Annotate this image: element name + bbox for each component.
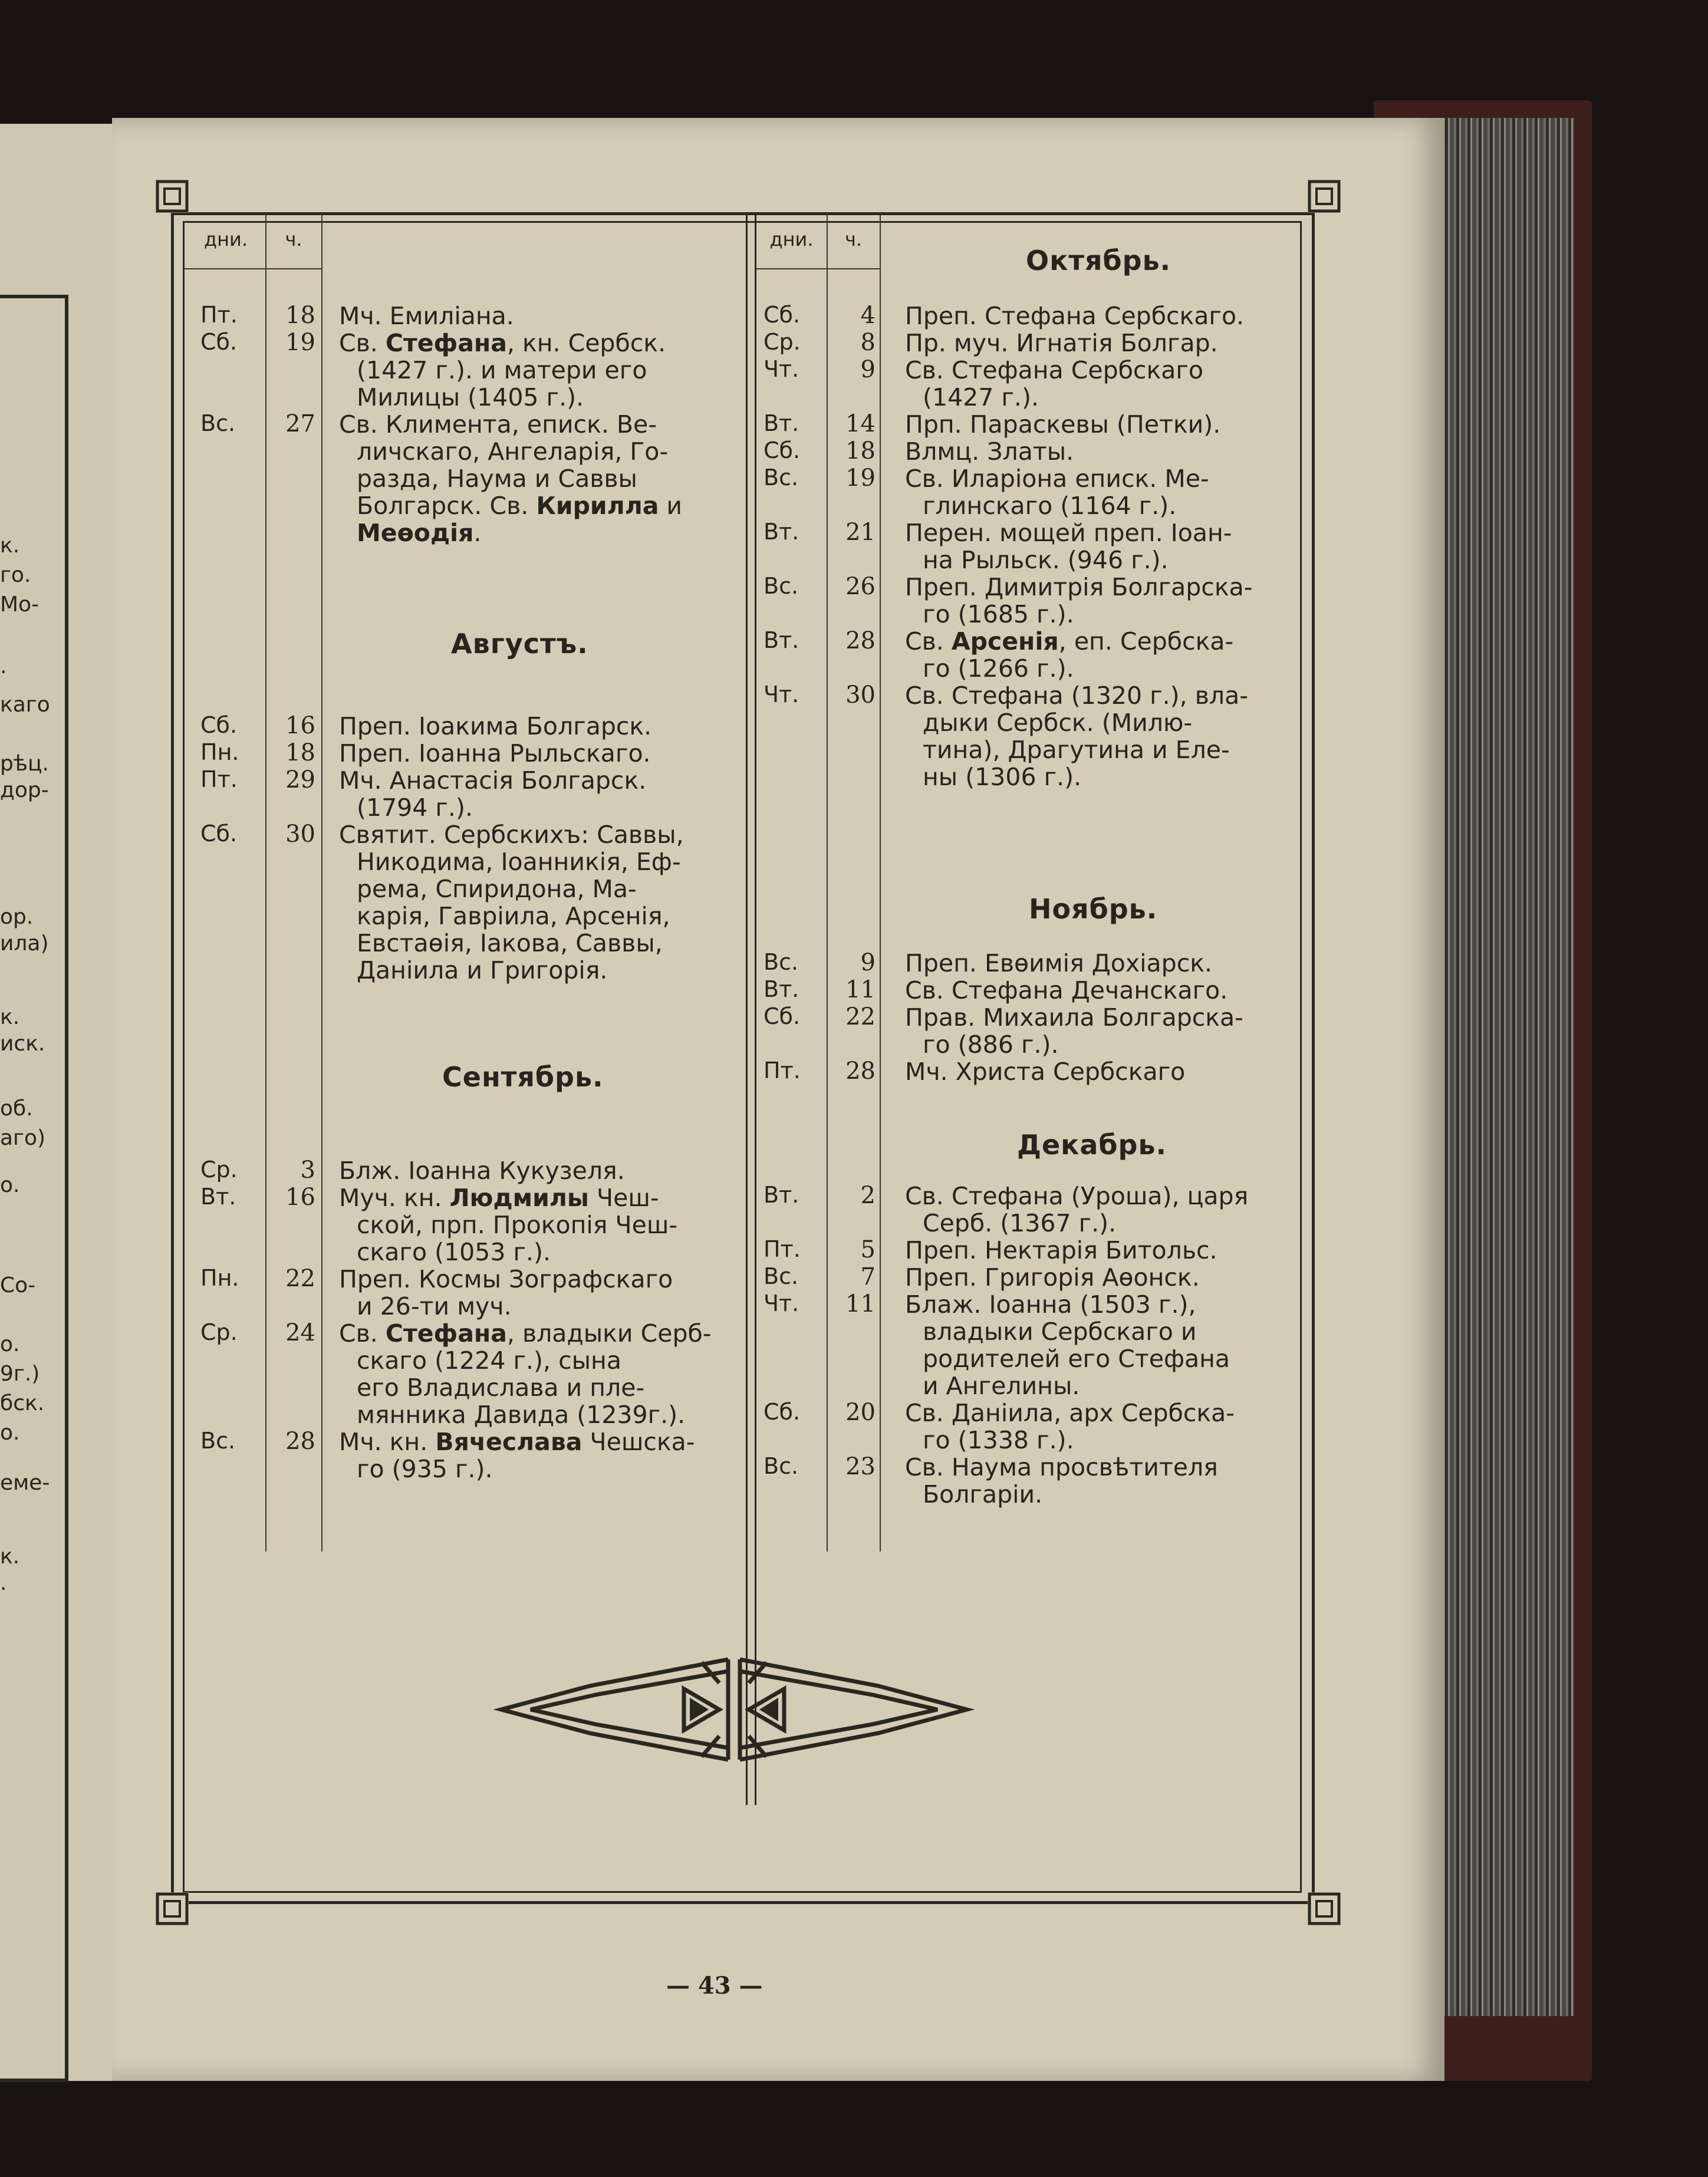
entry-text-line: Св. Наума просвѣтителя	[905, 1453, 1218, 1481]
entry-text-line: го (935 г.).	[357, 1455, 493, 1483]
entry-date-number: 28	[845, 1058, 876, 1085]
entry-text-line: го (886 г.).	[923, 1030, 1059, 1059]
entry-weekday: Сб.	[764, 437, 801, 463]
entry-text-line: Св. Арсенія, еп. Сербска-	[905, 627, 1234, 656]
entry-date-number: 23	[845, 1453, 876, 1480]
entry-date-number: 29	[285, 766, 315, 793]
entry-weekday: Чт.	[764, 356, 799, 382]
entry-text-line: Преп. Стефана Сербскаго.	[905, 302, 1245, 330]
center-column-divider-2	[755, 213, 756, 1805]
entry-text-line: Серб. (1367 г.).	[923, 1209, 1117, 1237]
entry-weekday: Вс.	[764, 573, 799, 599]
month-title-october: Октябрь.	[1026, 245, 1171, 276]
entry-date-number: 18	[845, 437, 876, 465]
entry-text-line: Прав. Михаила Болгарска-	[905, 1003, 1243, 1032]
left-page-fragment: каго	[0, 693, 50, 717]
entry-text-line: Милицы (1405 г.).	[357, 383, 584, 411]
entry-text-line: Св. Стефана Сербскаго	[905, 356, 1203, 384]
entry-weekday: Сб.	[200, 712, 238, 738]
entry-text-line: (1794 г.).	[357, 793, 473, 822]
entry-weekday: Ср.	[200, 1319, 238, 1345]
entry-date-number: 22	[285, 1265, 315, 1292]
entry-weekday: Пт.	[200, 766, 238, 792]
entry-weekday: Сб.	[200, 329, 238, 355]
entry-text-line: (1427 г.).	[923, 383, 1039, 411]
left-page-fragment: иск.	[0, 1032, 45, 1056]
month-title-september: Сентябрь.	[442, 1061, 604, 1093]
center-column-divider	[746, 213, 748, 1805]
entry-text-line: Преп. Димитрія Болгарска-	[905, 573, 1253, 601]
entry-weekday: Чт.	[764, 1290, 799, 1316]
corner-ornament-bottom-left	[156, 1892, 189, 1925]
entry-text-line: Мч. Емиліана.	[339, 302, 514, 330]
entry-text-line: Даніила и Григорія.	[357, 956, 608, 984]
entry-text-line: Блж. Іоанна Кукузеля.	[339, 1157, 625, 1185]
entry-text-line: и Ангелины.	[923, 1372, 1080, 1400]
entry-date-number: 27	[285, 410, 315, 437]
entry-date-number: 11	[845, 976, 876, 1003]
page-number: — 43 —	[666, 1972, 763, 2000]
entry-weekday: Вт.	[764, 519, 799, 545]
entry-text-line: Св. Стефана (Уроша), царя	[905, 1182, 1249, 1210]
entry-text-line: Св. Климента, еписк. Ве-	[339, 410, 657, 439]
entry-text-line: владыки Сербскаго и	[923, 1318, 1197, 1346]
entry-text-line: ны (1306 г.).	[923, 763, 1082, 791]
entry-text-line: Св. Даніила, арх Сербска-	[905, 1399, 1235, 1427]
month-title-november: Ноябрь.	[1029, 893, 1158, 925]
left-page-fragment: рѣц.	[0, 752, 49, 776]
entry-weekday: Сб.	[764, 302, 801, 328]
entry-text-line: тина), Драгутина и Еле-	[923, 736, 1230, 764]
entry-text-line: скаго (1053 г.).	[357, 1238, 551, 1266]
entry-date-number: 30	[845, 681, 876, 709]
entry-text-line: Никодима, Іоанникія, Еф-	[357, 848, 681, 876]
entry-text-line: Преп. Іоанна Рыльскаго.	[339, 739, 651, 768]
entry-weekday: Вт.	[764, 410, 799, 436]
left-page-fragment: аго)	[0, 1126, 46, 1150]
entry-text-line: Преп. Нектарія Битольс.	[905, 1236, 1217, 1264]
entry-weekday: Ср.	[200, 1157, 238, 1183]
left-page-fragment: об.	[0, 1096, 33, 1121]
entry-text-line: родителей его Стефана	[923, 1345, 1230, 1373]
entry-text-line: Мч. кн. Вячеслава Чешска-	[339, 1428, 695, 1456]
entry-weekday: Сб.	[200, 821, 238, 847]
left-page-fragment: к.	[0, 1544, 20, 1569]
decorative-ornament	[489, 1651, 979, 1771]
entry-text-line: Муч. кн. Людмилы Чеш-	[339, 1184, 659, 1212]
entry-weekday: Пн.	[200, 1265, 239, 1291]
entry-text-line: Пр. муч. Игнатія Болгар.	[905, 329, 1218, 357]
page-edges	[1439, 118, 1574, 2016]
entry-date-number: 5	[860, 1236, 876, 1263]
entry-text-line: Евстаѳія, Іакова, Саввы,	[357, 929, 663, 957]
entry-text-line: ской, прп. Прокопія Чеш-	[357, 1211, 678, 1239]
entry-weekday: Пт.	[200, 302, 238, 328]
left-page-fragment: дор-	[0, 778, 49, 802]
entry-text-line: его Владислава и пле-	[357, 1374, 645, 1402]
left-page-fragment: бск.	[0, 1391, 45, 1415]
entry-date-number: 18	[285, 302, 315, 329]
left-num-rule	[321, 213, 322, 1552]
entry-text-line: Преп. Евѳимія Дохіарск.	[905, 949, 1213, 977]
entry-text-line: и 26-ти муч.	[357, 1292, 512, 1320]
entry-weekday: Пт.	[764, 1236, 801, 1262]
entry-text-line: Св. Стефана, кн. Сербск.	[339, 329, 666, 357]
entry-text-line: Прп. Параскевы (Петки).	[905, 410, 1221, 439]
entry-weekday: Сб.	[764, 1399, 801, 1425]
left-page-fragment: ор.	[0, 905, 34, 929]
left-page-fragment: Мо-	[0, 592, 40, 617]
left-header-num: ч.	[285, 228, 302, 251]
entry-weekday: Ср.	[764, 329, 801, 355]
entry-weekday: Вт.	[764, 627, 799, 653]
entry-date-number: 22	[845, 1003, 876, 1030]
entry-date-number: 14	[845, 410, 876, 437]
entry-weekday: Вт.	[764, 1182, 799, 1208]
entry-weekday: Пн.	[200, 739, 239, 765]
left-page-fragment: Со-	[0, 1273, 36, 1297]
entry-text-line: рема, Спиридона, Ма-	[357, 875, 637, 903]
entry-date-number: 9	[860, 949, 876, 976]
entry-date-number: 28	[845, 627, 876, 654]
entry-date-number: 16	[285, 712, 315, 739]
entry-date-number: 4	[860, 302, 876, 329]
left-page-fragment: о.	[0, 1173, 20, 1197]
corner-ornament-top-right	[1308, 180, 1341, 213]
entry-text-line: Св. Стефана, владыки Серб-	[339, 1319, 712, 1348]
right-header-days: дни.	[769, 228, 814, 251]
entry-text-line: Преп. Григорія Аѳонск.	[905, 1263, 1200, 1292]
entry-date-number: 9	[860, 356, 876, 383]
right-num-rule	[880, 213, 881, 1552]
entry-weekday: Вс.	[764, 1263, 799, 1289]
left-header-rule	[185, 268, 322, 269]
entry-weekday: Вс.	[200, 1428, 236, 1454]
entry-weekday: Пт.	[764, 1058, 801, 1083]
left-page-fragment: о.	[0, 1421, 20, 1445]
entry-weekday: Чт.	[764, 681, 799, 707]
entry-text-line: Болгаріи.	[923, 1480, 1043, 1509]
left-page-fragment: го.	[0, 563, 31, 587]
corner-ornament-top-left	[156, 180, 189, 213]
right-header-rule	[756, 268, 880, 269]
left-page-fragment: к.	[0, 1005, 20, 1029]
entry-date-number: 8	[860, 329, 876, 356]
entry-weekday: Вт.	[764, 976, 799, 1002]
month-title-august: Августъ.	[451, 628, 588, 660]
entry-text-line: Блаж. Іоанна (1503 г.),	[905, 1290, 1196, 1319]
entry-date-number: 3	[300, 1157, 315, 1184]
left-page-fragment: о.	[0, 1332, 20, 1356]
entry-text-line: Святит. Сербскихъ: Саввы,	[339, 821, 684, 849]
entry-weekday: Вс.	[764, 949, 799, 975]
entry-date-number: 24	[285, 1319, 315, 1346]
entry-date-number: 30	[285, 821, 315, 848]
left-header-days: дни.	[203, 228, 248, 251]
entry-weekday: Вт.	[200, 1184, 236, 1210]
entry-text-line: Влмц. Златы.	[905, 437, 1074, 466]
entry-date-number: 2	[860, 1182, 876, 1209]
entry-text-line: го (1266 г.).	[923, 654, 1074, 683]
entry-text-line: Мч. Анастасія Болгарск.	[339, 766, 647, 795]
left-page-fragment: ила)	[0, 931, 49, 956]
entry-text-line: на Рыльск. (946 г.).	[923, 546, 1169, 574]
entry-text-line: Меѳодія.	[357, 519, 482, 547]
entry-text-line: Перен. мощей преп. Іоан-	[905, 519, 1232, 547]
entry-text-line: скаго (1224 г.), сына	[357, 1346, 621, 1375]
right-header-num: ч.	[844, 228, 863, 251]
entry-text-line: мянника Давида (1239г.).	[357, 1401, 686, 1429]
left-page-fragment: .	[0, 1571, 7, 1595]
entry-text-line: Преп. Космы Зографскаго	[339, 1265, 673, 1293]
entry-date-number: 19	[285, 329, 315, 356]
entry-date-number: 11	[845, 1290, 876, 1318]
entry-date-number: 18	[285, 739, 315, 766]
left-page-fragment: 9г.)	[0, 1362, 40, 1386]
entry-date-number: 16	[285, 1184, 315, 1211]
entry-text-line: го (1685 г.).	[923, 600, 1074, 628]
entry-text-line: Св. Стефана (1320 г.), вла-	[905, 681, 1249, 710]
entry-date-number: 19	[845, 465, 876, 492]
entry-text-line: Мч. Христа Сербскаго	[905, 1058, 1186, 1086]
left-page-fragment: к.	[0, 533, 20, 558]
right-days-rule	[827, 213, 828, 1552]
entry-text-line: личскаго, Ангеларія, Го-	[357, 437, 669, 466]
entry-text-line: Св. Иларіона еписк. Ме-	[905, 465, 1209, 493]
entry-weekday: Вс.	[764, 465, 799, 490]
entry-text-line: глинскаго (1164 г.).	[923, 492, 1177, 520]
entry-text-line: го (1338 г.).	[923, 1426, 1074, 1454]
entry-date-number: 26	[845, 573, 876, 600]
entry-weekday: Сб.	[764, 1003, 801, 1029]
left-page-fragment: еме-	[0, 1471, 50, 1495]
entry-weekday: Вс.	[200, 410, 236, 436]
entry-date-number: 7	[860, 1263, 876, 1290]
entry-text-line: Болгарск. Св. Кирилла и	[357, 492, 683, 520]
entry-text-line: дыки Сербск. (Милю-	[923, 709, 1193, 737]
left-days-rule	[265, 213, 266, 1552]
entry-text-line: карія, Гавріила, Арсенія,	[357, 902, 670, 930]
entry-weekday: Вс.	[764, 1453, 799, 1479]
month-title-december: Декабрь.	[1017, 1129, 1167, 1161]
entry-text-line: разда, Наума и Саввы	[357, 465, 637, 493]
left-page	[0, 124, 121, 2081]
entry-date-number: 20	[845, 1399, 876, 1426]
left-page-fragment: .	[0, 654, 7, 679]
entry-date-number: 21	[845, 519, 876, 546]
entry-text-line: (1427 г.). и матери его	[357, 356, 647, 384]
entry-date-number: 28	[285, 1428, 315, 1455]
corner-ornament-bottom-right	[1308, 1892, 1341, 1925]
entry-text-line: Св. Стефана Дечанскаго.	[905, 976, 1228, 1004]
entry-text-line: Преп. Іоакима Болгарск.	[339, 712, 652, 740]
